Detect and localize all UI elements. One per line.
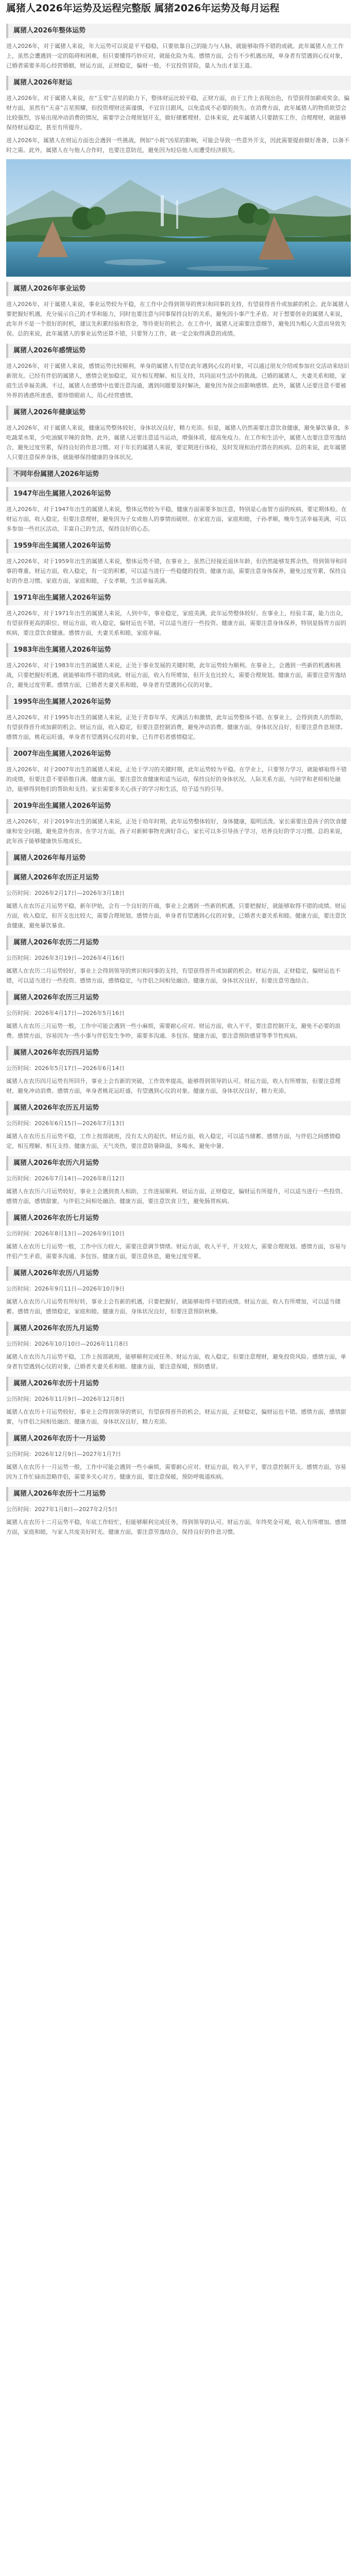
section-year-1959 <box>6 539 351 586</box>
date-range: 公历时间：2026年10月10日—2026年11月8日 <box>6 1340 128 1347</box>
section-title: 属猪人2026年农历七月运势 <box>6 1211 351 1226</box>
date-range: 公历时间：2026年3月19日—2026年4月16日 <box>6 954 125 961</box>
section-month-10 <box>6 1377 351 1427</box>
paragraph: 属猪人在农历十一月运势一般，工作中可能会遇到一些小麻烦，需要耐心应对。财运方面，收入平平，要注意控制开支。感情方面，容易因为工作忙碌而忽略伴侣，需要多关心对方。健康方面，要注意保暖，预防呼吸道疾病。 <box>6 1463 346 1480</box>
section-year-1983 <box>6 643 351 690</box>
section-year-1995 <box>6 695 351 742</box>
section-title: 属猪人2026年整体运势 <box>6 24 351 38</box>
section-wealth <box>6 76 351 155</box>
paragraph: 进入2026年，对于属猪人来说，事业运势较为平稳，在工作中会得到领导的赏识和同事的支持，有望获得晋升或加薪的机会。此年属猪人要把握好机遇，充分展示自己的才华和能力，同时也要注意与同事保持良好的关系，避免因小事产生矛盾。对于想要创业的属猪人来说，此年并不是一个很好的时机，建议先积累经验和资金，等待更好的机会。在工作中，属猪人还需要注意细节，避免因为粗心大意而导致失误。总的来说，此年属猪人的事业运势还算不错，只要努力工作，就一定会取得满意的成绩。 <box>6 300 349 337</box>
section-title: 1971年出生属猪人2026年运势 <box>6 591 351 605</box>
section-month-1 <box>6 871 351 930</box>
section-month-11 <box>6 1432 351 1482</box>
date-range: 公历时间：2026年9月11日—2026年10月9日 <box>6 1285 125 1292</box>
paragraph: 属猪人在农历六月运势较好，事业上会遇到贵人相助，工作进展顺利。财运方面，正财稳定，偏财运有所提升，可以适当进行一些投资。感情方面，感情甜蜜，与伴侣之间相处融洽。健康方面，要注意饮食卫生，避免肠胃疾病。 <box>6 1188 346 1205</box>
section-career <box>6 282 351 338</box>
paragraph: 进入2026年，对于1983年出生的属猪人来说，正处于事业发展的关键时期，此年运势较为顺利。在事业上，会遇到一些新的机遇和挑战，只要把握好机遇，就能够取得不错的成就。财运方面，收入有所增加，但开支也比较大，需要合理规划。健康方面，需要注意劳逸结合，避免过度劳累。感情方面，已婚者夫妻关系和睦，单身者有望遇到心仪的对象。 <box>6 662 346 688</box>
section-love <box>6 344 351 400</box>
paragraph: 进入2026年，对于属猪人来说，在“玉堂”吉星的助力下，整体财运比较平稳，正财方面，由于工作上表现出色，有望获得加薪或奖金。偏财方面，虽然有“天喜”吉星照耀，但投资理财还需谨慎，不宜盲目跟风，以免造成不必要的损失。在消费方面，此年属猪人的物质欲望会比较强烈，容易出现冲动消费的情况，需要学会合理规划开支，做好储蓄理财。总体来说，此年属猪人只要踏实工作，合理理财，就能够保持财运稳定，甚至有所提升。 <box>6 94 350 131</box>
paragraph: 进入2026年，对于1971年出生的属猪人来说，人到中年，事业稳定，家庭美满，此年运势整体较好。在事业上，经验丰富，能力出众，有望获得更高的职位。财运方面，收入稳定，偏财运也不错，可以适当进行一些投资。健康方面，需要注意身体保养，特别是肠胃方面的疾病，要注意饮食健康。感情方面，夫妻关系和睦，家庭幸福。 <box>6 609 347 636</box>
paragraph: 进入2026年，属猪人在财运方面也会遇到一些挑战，例如“小耗”凶星的影响，可能会导致一些意外开支，因此需要提前做好准备，以备不时之需。此外，属猪人在与他人合作时，也要注意防范，避免因为轻信他人而遭受经济损失。 <box>6 137 350 154</box>
section-title: 属猪人2026年农历九月运势 <box>6 1321 351 1336</box>
section-title: 2007年出生属猪人2026年运势 <box>6 747 351 761</box>
section-month-8 <box>6 1266 351 1316</box>
section-title: 属猪人2026年农历十月运势 <box>6 1377 351 1391</box>
section-title: 属猪人2026年农历八月运势 <box>6 1266 351 1281</box>
landscape-image <box>6 159 351 277</box>
section-title: 属猪人2026年农历四月运势 <box>6 1046 351 1060</box>
paragraph: 进入2026年，对于1995年出生的属猪人来说，正处于青春年华，充满活力和激情，此年运势整体不错。在事业上，会得到贵人的帮助，有望获得晋升或加薪的机会。财运方面，收入稳定，但要注意控制消费，避免冲动消费。健康方面，身体状况良好，但要注意作息规律。感情方面，桃花运旺盛，单身者有望遇到心仪的对象，已有伴侣者感情稳定。 <box>6 714 347 740</box>
paragraph: 进入2026年，对于1959年出生的属猪人来说，整体运势不错，在事业上，虽然已经接近退休年龄，但仍然能够发挥余热，得到领导和同事的尊重。财运方面，收入稳定，有一定的积蓄，可以适当进行一些稳健的投资。健康方面，需要注意身体保养，避免过度劳累，保持良好的作息习惯。家庭方面，家庭和睦，子女孝顺，生活幸福美满。 <box>6 557 347 584</box>
section-title: 属猪人2026年农历正月运势 <box>6 871 351 885</box>
paragraph: 进入2026年，对于属猪人来说，健康运势整体较好，身体状况良好，精力充沛。但是，属猪人仍然需要注意饮食健康，避免暴饮暴食，多吃蔬菜水果，少吃油腻辛辣的食物。此外，属猪人还要注意适当运动，增强体质，提高免疫力。在工作和生活中，属猪人也要注意劳逸结合，避免过度劳累，保持良好的作息习惯。对于年长的属猪人来说，要定期进行体检，及时发现和治疗潜在的疾病。总的来说，此年属猪人只要注意保养身体，就能够保持健康的身体状况。 <box>6 424 349 461</box>
paragraph: 属猪人在农历四月运势有所回升，事业上会有新的突破，工作效率提高，能够得到领导的认可。财运方面，收入有所增加，但要注意理财，避免冲动消费。感情方面，单身者桃花运旺盛，有望遇到心仪的对象。健康方面，身体状况良好，精力充沛。 <box>6 1077 341 1094</box>
section-month-5 <box>6 1101 351 1151</box>
section-title: 属猪人2026年每月运势 <box>6 851 351 866</box>
section-monthly <box>6 851 351 866</box>
paragraph: 进入2026年，对于属猪人来说，感情运势比较顺利，单身的属猪人有望在此年遇到心仪的对象，可以通过朋友介绍或参加社交活动来结识新朋友。已经有伴侣的属猪人，感情会更加稳定，双方相互理解、相互支持，共同面对生活中的挑战。已婚的属猪人，夫妻关系和睦，家庭生活幸福美满。不过，属猪人在感情中也要注意沟通，遇到问题要及时解决，避免因为误会而影响感情。此外，属猪人还要注意不要被外界的诱惑所迷惑，要珍惜眼前人，用心经营感情。 <box>6 362 349 399</box>
section-year-1971 <box>6 591 351 638</box>
section-overall <box>6 24 351 71</box>
section-title: 属猪人2026年农历六月运势 <box>6 1156 351 1171</box>
paragraph: 进入2026年，对于1947年出生的属猪人来说，整体运势较为平稳，健康方面需要多加注意，特别是心血管方面的疾病，要定期体检。在财运方面，收入稳定，但要注意理财，避免因为子女或他人的事情而破财。在家庭方面，家庭和睦，子孙孝顺，晚年生活幸福美满，可以多参加一些社区活动，丰富自己的生活，保持良好的心态。 <box>6 505 347 532</box>
section-month-12 <box>6 1487 351 1537</box>
section-title: 属猪人2026年农历三月运势 <box>6 991 351 1005</box>
paragraph: 属猪人在农历十二月运势平稳，年底工作较忙，但能够顺利完成任务，得到领导的认可。财运方面，年终奖金可观，收入有所增加。感情方面，家庭和睦，与家人共度美好时光。健康方面，要注意劳逸结合，保持良好的作息习惯。 <box>6 1518 346 1535</box>
section-title: 属猪人2026年事业运势 <box>6 282 351 296</box>
section-month-4 <box>6 1046 351 1096</box>
section-month-2 <box>6 936 351 986</box>
section-year-1947 <box>6 487 351 534</box>
section-title: 1995年出生属猪人2026年运势 <box>6 695 351 709</box>
paragraph: 属猪人在农历八月运势有所好转，事业上会有新的机遇，只要把握好，就能够取得不错的成绩。财运方面，收入有所增加，可以适当储蓄。感情方面，感情稳定，家庭和睦。健康方面，身体状况良好，但要注意预防秋燥。 <box>6 1298 341 1315</box>
section-month-9 <box>6 1321 351 1371</box>
section-title: 属猪人2026年财运 <box>6 76 351 90</box>
section-title: 属猪人2026年农历五月运势 <box>6 1101 351 1115</box>
date-range: 公历时间：2026年7月14日—2026年8月12日 <box>6 1175 125 1182</box>
date-range: 公历时间：2026年4月17日—2026年5月16日 <box>6 1009 125 1016</box>
paragraph: 属猪人在农历二月运势较好，事业上会得到领导的赏识和同事的支持，有望获得晋升或加薪的机会。财运方面，正财稳定，偏财运也不错，可以适当进行一些投资。感情方面，感情稳定，与伴侣之间相处融洽。健康方面，身体状况良好，但要注意劳逸结合。 <box>6 967 341 984</box>
paragraph: 进入2026年，对于属猪人来说，年大运势可以说是平平稳稳，只要依靠自己的能力与人脉，就能够取得不错的成就。此年属猪人在工作上，虽然会遭遇到一定的阻碍和困难，但只要懂得巧妙应对，就能化险为夷。感情方面，会有不少机遇出现，单身者有望遇到心仪对象，已婚者需要多用心经营婚姻，财运方面，正财稳定，偏财一般，不宜投资冒险，量入为出才是王道。 <box>6 42 346 69</box>
section-month-6 <box>6 1156 351 1206</box>
paragraph: 属猪人在农历九月运势平稳，工作上按部就班，能够顺利完成任务。财运方面，收入稳定，但要注意理财，避免投资风险。感情方面，单身者有望遇到心仪的对象，已婚者夫妻关系和睦。健康方面，要注意保暖，预防感冒。 <box>6 1353 346 1370</box>
paragraph: 属猪人在农历七月运势一般，工作中压力较大，需要注意调节情绪。财运方面，收入平平，开支较大，需要合理规划。感情方面，容易与伴侣产生矛盾，需要多沟通、多包容。健康方面，要注意休息，避免过度劳累。 <box>6 1243 346 1260</box>
paragraph: 属猪人在农历正月运势平稳，新年伊始，会有一个良好的开端，事业上会遇到一些新的机遇，只要把握好，就能够取得不错的成绩。财运方面，收入稳定，但开支也比较大，需要合理规划。感情方面，单身者有望遇到心仪的对象，已婚者夫妻关系和睦。健康方面，要注意饮食健康，避免暴饮暴食。 <box>6 902 346 929</box>
date-range: 公历时间：2026年11月9日—2026年12月8日 <box>6 1395 125 1402</box>
paragraph: 属猪人在农历三月运势一般，工作中可能会遇到一些小麻烦，需要耐心应对。财运方面，收入平平，要注意控制开支，避免不必要的浪费。感情方面，容易因为一些小事与伴侣发生争吵，需要多沟通、多包容。健康方面，要注意预防感冒等季节性疾病。 <box>6 1022 341 1039</box>
section-month-3 <box>6 991 351 1041</box>
paragraph: 属猪人在农历十月运势较好，事业上会得到领导的赏识，有望获得晋升的机会。财运方面，正财稳定，偏财运也不错。感情方面，感情甜蜜，与伴侣之间相处融洽。健康方面，身体状况良好，精力充沛。 <box>6 1408 346 1425</box>
section-title: 属猪人2026年农历十一月运势 <box>6 1432 351 1446</box>
paragraph: 属猪人在农历五月运势平稳，工作上按部就班，没有太大的起伏。财运方面，收入稳定，可以适当储蓄。感情方面，与伴侣之间感情稳定，相互理解、相互支持。健康方面，天气炎热，要注意防暑降温，多喝水，避免中暑。 <box>6 1132 341 1149</box>
section-year-2019 <box>6 799 351 846</box>
section-title: 属猪人2026年农历二月运势 <box>6 936 351 950</box>
section-title: 不同年份属猪人2026年运势 <box>6 467 351 482</box>
date-range: 公历时间：2026年12月9日—2027年1月7日 <box>6 1450 121 1458</box>
section-title: 1947年出生属猪人2026年运势 <box>6 487 351 501</box>
date-range: 公历时间：2026年6月15日—2026年7月13日 <box>6 1120 125 1127</box>
section-title: 属猪人2026年农历十二月运势 <box>6 1487 351 1501</box>
date-range: 公历时间：2026年2月17日—2026年3月18日 <box>6 889 125 896</box>
paragraph: 进入2026年，对于2007年出生的属猪人来说，正处于学习的关键时期，此年运势较为平稳。在学业上，只要努力学习，就能够取得不错的成绩，但要注意不要骄傲自满。健康方面，要注意饮食健康和适当运动，保持良好的身体状况。人际关系方面，与同学和老师相处融洽，能够得到他们的帮助和支持。家长需要多关心孩子的学习和生活，给予适当的引导。 <box>6 766 347 792</box>
date-range: 公历时间：2026年8月13日—2026年9月10日 <box>6 1230 125 1237</box>
date-range: 公历时间：2027年1月8日—2027年2月5日 <box>6 1505 117 1513</box>
page-title: 属猪人2026年运势及运程完整版 属猪2026年运势及每月运程 <box>6 3 280 14</box>
landscape-illustration <box>6 159 351 277</box>
section-title: 属猪人2026年感情运势 <box>6 344 351 358</box>
section-title: 1983年出生属猪人2026年运势 <box>6 643 351 657</box>
section-title: 1959年出生属猪人2026年运势 <box>6 539 351 553</box>
section-title: 属猪人2026年健康运势 <box>6 405 351 420</box>
date-range: 公历时间：2026年5月17日—2026年6月14日 <box>6 1064 125 1072</box>
section-month-7 <box>6 1211 351 1261</box>
section-title: 2019年出生属猪人2026年运势 <box>6 799 351 814</box>
paragraph: 进入2026年，对于2019年出生的属猪人来说，正处于幼年时期，此年运势整体较好，身体健康，聪明活泼。家长需要注意孩子的饮食健康和安全问题，避免意外伤害。在学习方面，孩子对新鲜事物充满好奇心，家长可以多引导孩子学习，培养良好的学习习惯。总的来说，此年孩子能够健康快乐地成长。 <box>6 818 347 844</box>
section-by-year <box>6 467 351 482</box>
section-health <box>6 405 351 462</box>
section-year-2007 <box>6 747 351 794</box>
